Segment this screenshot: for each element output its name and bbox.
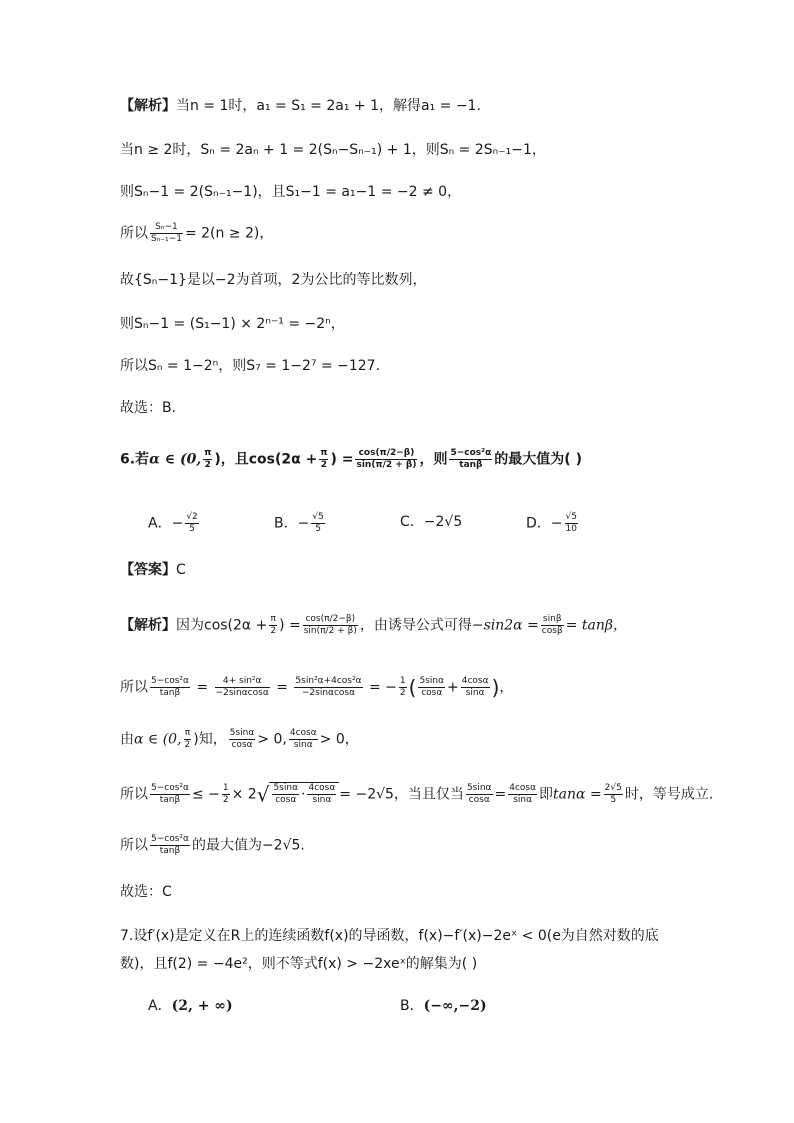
- q6-a3-pi-half: [184, 728, 192, 751]
- q6-a1-sin2a: −sin2α =: [471, 617, 539, 634]
- q6-analysis-line-1: [120, 614, 627, 637]
- q5-ratio-denominator: Sₙ₋₁−1: [151, 234, 182, 244]
- q5-analysis-line-5: 故{Sₙ−1}是以−2为首项，2为公比的等比数列，: [120, 272, 427, 288]
- frac-numerator: 1: [399, 676, 406, 686]
- q6-stem-pi-half: [203, 448, 212, 471]
- option-numerator: √2: [186, 512, 198, 522]
- q6-a1-tanb: = tanβ，: [565, 617, 627, 634]
- q5-analysis-line-2: 当n ≥ 2时，Sₙ = 2aₙ + 1 = 2(Sₙ−Sₙ₋₁) + 1，则Sₙ = 2Sₙ₋₁−1，: [120, 142, 546, 158]
- q6-a2-so: 所以: [120, 679, 148, 696]
- q6-a2-frac-2: [215, 676, 270, 699]
- q5-ratio-fraction: [150, 222, 183, 245]
- sqrt-frac-1: [272, 783, 299, 806]
- q6-a3-domain: α ∈ (0,: [134, 731, 182, 748]
- q6-a2-frac-4: [399, 676, 407, 699]
- q7-option-a: [148, 996, 233, 1016]
- option-letter: D．: [526, 515, 551, 532]
- frac-denominator: −2sinαcosα: [215, 688, 269, 698]
- choose-label: 故选：: [120, 400, 162, 416]
- q6-a5-max: 的最大值为−2√5.: [191, 837, 305, 854]
- cos-numerator: cos(π/2−β): [355, 448, 417, 460]
- q6-answer-letter: C: [162, 884, 172, 900]
- frac-denominator: tanβ: [159, 795, 181, 805]
- q7-stem-line-2: 数)，且f(2) = −4e²，则不等式f(x) > −2xeˣ的解集为( ): [120, 956, 478, 972]
- q6-a4-sqrt: $\frac{5\sin\alpha}{\cos\alpha}$ · $\frac{4\cos\alpha}{\sin\alpha}$: [269, 782, 339, 806]
- q6-a4-times: × 2: [231, 786, 257, 803]
- q5-line-1-text: 当n = 1时，a₁ = S₁ = 2a₁ + 1，解得a₁ = −1.: [176, 98, 481, 114]
- q7-stem-line-1: 7.设f′(x)是定义在R上的连续函数f(x)的导函数，f(x)−f′(x)−2eˣ < 0(e为自然对数的底: [120, 928, 659, 944]
- target-denominator: tanβ: [459, 460, 483, 470]
- option-letter: A．: [148, 515, 172, 532]
- q6-a1-because: 因为: [176, 617, 204, 634]
- option-sign: −: [550, 515, 563, 532]
- q6-a4-half: [222, 783, 230, 806]
- pi-denominator: 2: [184, 740, 191, 750]
- q6-a4-frac-3: [466, 783, 493, 806]
- q6-a1-cos-sin-fraction: [303, 614, 358, 637]
- frac-denominator: cosα: [421, 688, 443, 698]
- choose-label: 故选：: [120, 884, 162, 900]
- option-letter: B．: [274, 515, 298, 532]
- q6-analysis-line-2: 所以 $\frac{\text{5−cos²α}}{\tan\beta}$ = $\frac{\text{4+ sin²α}}{-2\sin\alpha\cos\alpha}$ = $\frac{\text{5sin²α+4cos²α}}{-2\sin\alpha\cos\alpha}$ = − $\frac{1}{2}$ ( $\frac{5\sin\alpha}{\cos\alpha}$ + $\frac{4\cos\alpha}{\sin\alpha}$ )，: [120, 675, 514, 700]
- option-sign: −: [171, 515, 184, 532]
- pi-numerator: π: [320, 448, 328, 458]
- option-denominator: 10: [565, 524, 577, 534]
- q6-answer-value: C: [176, 562, 186, 578]
- frac-denominator: tanβ: [159, 688, 181, 698]
- option-letter: A．: [148, 998, 172, 1014]
- sinb-numerator: sinβ: [541, 614, 564, 626]
- q6-choose-line: [120, 882, 172, 902]
- q6-a4-tan-value: [604, 783, 623, 806]
- q6-option-b: [274, 512, 327, 535]
- q6-stem-cos-sin-fraction: [355, 448, 417, 471]
- frac-numerator: 4+ sin²α: [215, 676, 270, 688]
- q6-option-d: [526, 512, 580, 535]
- pi-denominator: 2: [320, 460, 328, 470]
- option-denominator: 5: [315, 524, 321, 534]
- q6-a4-holds: 时，等号成立.: [624, 786, 714, 803]
- q6-a1-sin-cos-fraction: [541, 614, 564, 637]
- option-denominator: 5: [189, 524, 195, 534]
- q6-stem-target-fraction: [449, 448, 492, 471]
- q6-a3-gt-zero-2: > 0，: [319, 731, 359, 748]
- q6-stem-domain: α ∈ (0,: [149, 451, 202, 468]
- q6-analysis-line-5: [120, 834, 305, 857]
- q6-stem-pi-half-2: [319, 448, 328, 471]
- q6-a3-know: )知，: [193, 731, 227, 748]
- option-numerator: √5: [565, 512, 577, 522]
- q6-a1-induction: ，由诱导公式可得: [359, 617, 472, 634]
- frac-numerator: 4cosα: [461, 676, 489, 686]
- q5-answer-letter: B.: [162, 400, 177, 416]
- q6-a4-tana: tanα =: [553, 786, 602, 803]
- frac-numerator: 5sinα: [419, 676, 445, 686]
- q6-a4-frac-target: [150, 783, 190, 806]
- q6-a3-gt-zero: > 0,: [257, 731, 287, 748]
- q6-a3-frac-1: [229, 728, 256, 751]
- q5-ratio-numerator: Sₙ−1: [150, 222, 183, 234]
- sin-denominator: sin(π/2 + β): [356, 460, 417, 470]
- frac-denominator: cosα: [231, 740, 253, 750]
- pi-numerator: π: [270, 614, 276, 624]
- frac-denominator: sinα: [465, 688, 485, 698]
- frac-denominator: 5: [610, 795, 617, 805]
- pi-numerator: π: [184, 728, 191, 738]
- pi-denominator: 2: [270, 626, 277, 636]
- q6-stem-question: 的最大值为( ): [494, 451, 582, 468]
- frac-numerator: 5sin²α+4cos²α: [295, 676, 362, 686]
- frac-numerator: 5−cos²α: [151, 834, 189, 844]
- q6-option-a: [148, 512, 201, 535]
- q6-a4-leq: ≤ −: [191, 786, 220, 803]
- cosb-denominator: cosβ: [541, 626, 563, 636]
- cos-numerator: cos(π/2−β): [303, 614, 358, 626]
- analysis-label: 【解析】: [120, 617, 176, 634]
- option-numerator: √5: [312, 512, 324, 522]
- frac-numerator: 1: [222, 783, 229, 793]
- frac-numerator: 5sinα: [229, 728, 255, 738]
- q5-analysis-line-7: 所以Sₙ = 1−2ⁿ，则S₇ = 1−2⁷ = −127.: [120, 358, 381, 374]
- q6-a2-frac-1: [150, 676, 190, 699]
- q6-analysis-line-4: 所以 $\frac{\text{5−cos²α}}{\tan\beta}$ ≤ − $\frac{1}{2}$ × 2√ $\frac{5\sin\alpha}{\cos\alpha}$ · $\frac{4\cos\alpha}{\sin\alpha}$ = −2√5，当且仅当 $\frac{5\sin\alpha}{\cos\alpha}$ = $\frac{4\cos\alpha}{\sin\alpha}$ 即tanα = $\frac{2√5}{5}$ 时，等号成立.: [120, 782, 714, 807]
- frac-denominator: 2: [399, 688, 406, 698]
- q6-stem-equals: ) =: [330, 451, 354, 468]
- q5-analysis-line-4: [120, 222, 273, 245]
- frac-denominator: sinα: [293, 740, 313, 750]
- frac-numerator: 5sinα: [273, 783, 299, 793]
- frac-numerator: 4cosα: [289, 728, 317, 738]
- q6-a2-frac-5: [418, 676, 445, 699]
- q6-stem-then: ，则: [419, 451, 448, 468]
- frac-denominator: sinα: [513, 795, 533, 805]
- answer-label: 【答案】: [120, 562, 176, 578]
- pi-denominator: 2: [204, 460, 211, 470]
- q6-a4-so: 所以: [120, 786, 148, 803]
- q6-a3-from: 由: [120, 731, 134, 748]
- option-fraction: [185, 512, 198, 535]
- q6-stem-cos: cos(2α +: [248, 451, 318, 468]
- q6-a2-frac-6: [461, 676, 490, 699]
- option-text: −2√5: [423, 514, 463, 530]
- frac-denominator: −2sinαcosα: [301, 688, 356, 698]
- q6-a3-frac-2: [289, 728, 318, 751]
- q5-choose-line: [120, 398, 176, 418]
- frac-numerator: 2√5: [604, 783, 622, 793]
- q6-stem-number: 6.若: [120, 451, 150, 468]
- frac-denominator: cosα: [468, 795, 490, 805]
- q6-a1-pi-half: [269, 614, 277, 637]
- q6-a4-ie: 即: [539, 786, 554, 803]
- frac-numerator: 4cosα: [308, 783, 336, 793]
- q6-stem-and: )，且: [214, 451, 249, 468]
- option-fraction: [311, 512, 324, 535]
- q5-line-4-prefix: 所以: [120, 225, 148, 242]
- q6-a1-equals: ) =: [279, 617, 301, 634]
- option-letter: B．: [400, 998, 424, 1014]
- sin-denominator: sin(π/2 + β): [303, 626, 357, 636]
- q6-stem: [120, 448, 582, 471]
- q6-option-c: [400, 512, 462, 532]
- q5-line-4-suffix: = 2(n ≥ 2)，: [184, 225, 274, 242]
- frac-denominator: 2: [222, 795, 229, 805]
- q5-analysis-line-6: 则Sₙ−1 = (S₁−1) × 2ⁿ⁻¹ = −2ⁿ，: [120, 316, 345, 332]
- analysis-label: 【解析】: [120, 98, 176, 114]
- q5-analysis-line-1: [120, 96, 481, 116]
- q6-a1-cos: cos(2α +: [204, 617, 268, 634]
- frac-numerator: 5−cos²α: [151, 783, 189, 793]
- option-text: (2, + ∞): [171, 998, 233, 1014]
- option-letter: C．: [400, 514, 424, 530]
- q6-a2-frac-3: [294, 676, 362, 699]
- q6-a4-equality: = −2√5，当且仅当: [339, 786, 464, 803]
- frac-denominator: tanβ: [159, 846, 181, 856]
- frac-numerator: 5−cos²α: [151, 676, 189, 686]
- frac-denominator: sinα: [312, 795, 332, 805]
- frac-denominator: cosα: [275, 795, 297, 805]
- option-fraction: [565, 512, 578, 535]
- q6-a5-frac: [150, 834, 190, 857]
- q6-analysis-line-3: [120, 728, 359, 751]
- option-sign: −: [297, 515, 310, 532]
- q5-analysis-line-3: 则Sₙ−1 = 2(Sₙ₋₁−1)，且S₁−1 = a₁−1 = −2 ≠ 0，: [120, 184, 462, 200]
- frac-numerator: 5sinα: [466, 783, 492, 793]
- sqrt-frac-2: [307, 783, 336, 806]
- q6-a4-frac-4: [508, 783, 537, 806]
- target-numerator: 5−cos²α: [450, 448, 492, 458]
- q6-a5-so: 所以: [120, 837, 148, 854]
- pi-numerator: π: [204, 448, 212, 458]
- frac-numerator: 4cosα: [509, 783, 537, 793]
- q7-option-b: [400, 996, 487, 1016]
- q6-answer-line: [120, 560, 186, 580]
- option-text: (−∞,−2): [423, 998, 487, 1014]
- q6-a4-eq: =: [494, 786, 507, 803]
